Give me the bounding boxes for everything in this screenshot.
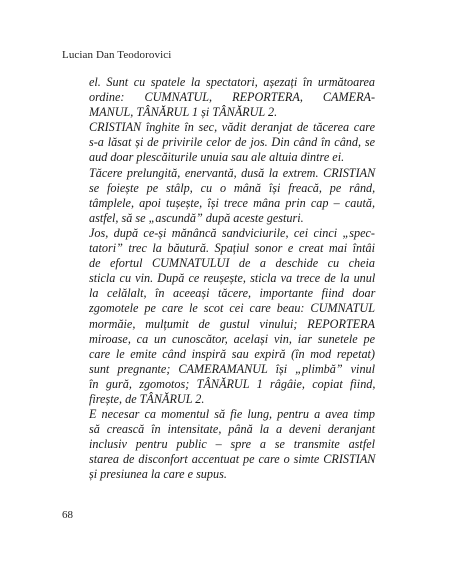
text-line: de efortul CUMNATULUI de a deschide cu cheia <box>89 256 375 271</box>
running-header-author: Lucian Dan Teodorovici <box>62 49 172 61</box>
text-line: astfel, să se „ascundă” după aceste gesturi. <box>89 210 304 225</box>
text-line: sunt pregnante; CAMERAMANUL își „plimbă” vinul <box>89 361 376 376</box>
page-number: 68 <box>62 509 73 521</box>
text-line: starea de disconfort accentuat pe care o simte CRISTIAN <box>89 452 376 467</box>
text-line: tatori” trec la băutură. Spațiul sonor e creat mai întâi <box>89 241 375 256</box>
text-line: care le emite când inspiră sau expiră (în mod repetat) <box>89 346 375 361</box>
text-line: miroase, ca un cunoscător, același vin, iar sunetele pe <box>89 331 375 346</box>
text-line: la celălalt, în aceeași tăcere, importante fiind doar <box>89 286 376 301</box>
text-line: mormăie, mulțumit de gustul vinului; REPORTERA <box>89 316 375 331</box>
text-line: MANUL, TÂNĂRUL 1 și TÂNĂRUL 2. <box>89 105 278 120</box>
text-line: și presiunea la care e supus. <box>89 467 227 482</box>
text-line: CRISTIAN înghite în sec, vădit deranjat de tăcerea care <box>89 120 375 135</box>
text-line: sticla cu vin. După ce reușește, sticla va trece de la unul <box>89 271 376 286</box>
text-line: s-a lăsat și de privirile celor de jos. Din când în când, se <box>89 135 375 150</box>
text-line: în gură, zgomotos; TÂNĂRUL 1 râgâie, copiat fiind, <box>89 376 376 391</box>
text-line: Tăcere prelungită, enervantă, dusă la extrem. CRISTIAN <box>89 165 376 180</box>
text-line: E necesar ca momentul să fie lung, pentru a avea timp <box>89 407 375 422</box>
text-line: să crească în intensitate, până la a deveni deranjant <box>89 422 376 437</box>
text-line: se foiește pe stâlp, cu o mână își freacă, pe rând, <box>89 180 376 195</box>
text-line: firește, de TÂNĂRUL 2. <box>89 391 205 406</box>
text-line: zgomotele pe care le scot cei care beau: CUMNATUL <box>89 301 375 316</box>
text-line: Jos, după ce-și mănâncă sandviciurile, cei cinci „spec- <box>89 225 375 240</box>
text-line: inclusiv pentru public – spre a se transmite astfel <box>89 437 375 452</box>
text-line: tâmplele, apoi tușește, își trece mâna prin cap – caută, <box>89 195 375 210</box>
text-line: ordine: CUMNATUL, REPORTERA, CAMERA- <box>89 90 376 105</box>
stage-directions-text <box>89 75 375 483</box>
text-line: el. Sunt cu spatele la spectatori, așezați în următoarea <box>89 75 375 89</box>
text-line: aud doar plescăiturile unuia sau ale altuia dintre ei. <box>89 150 345 165</box>
